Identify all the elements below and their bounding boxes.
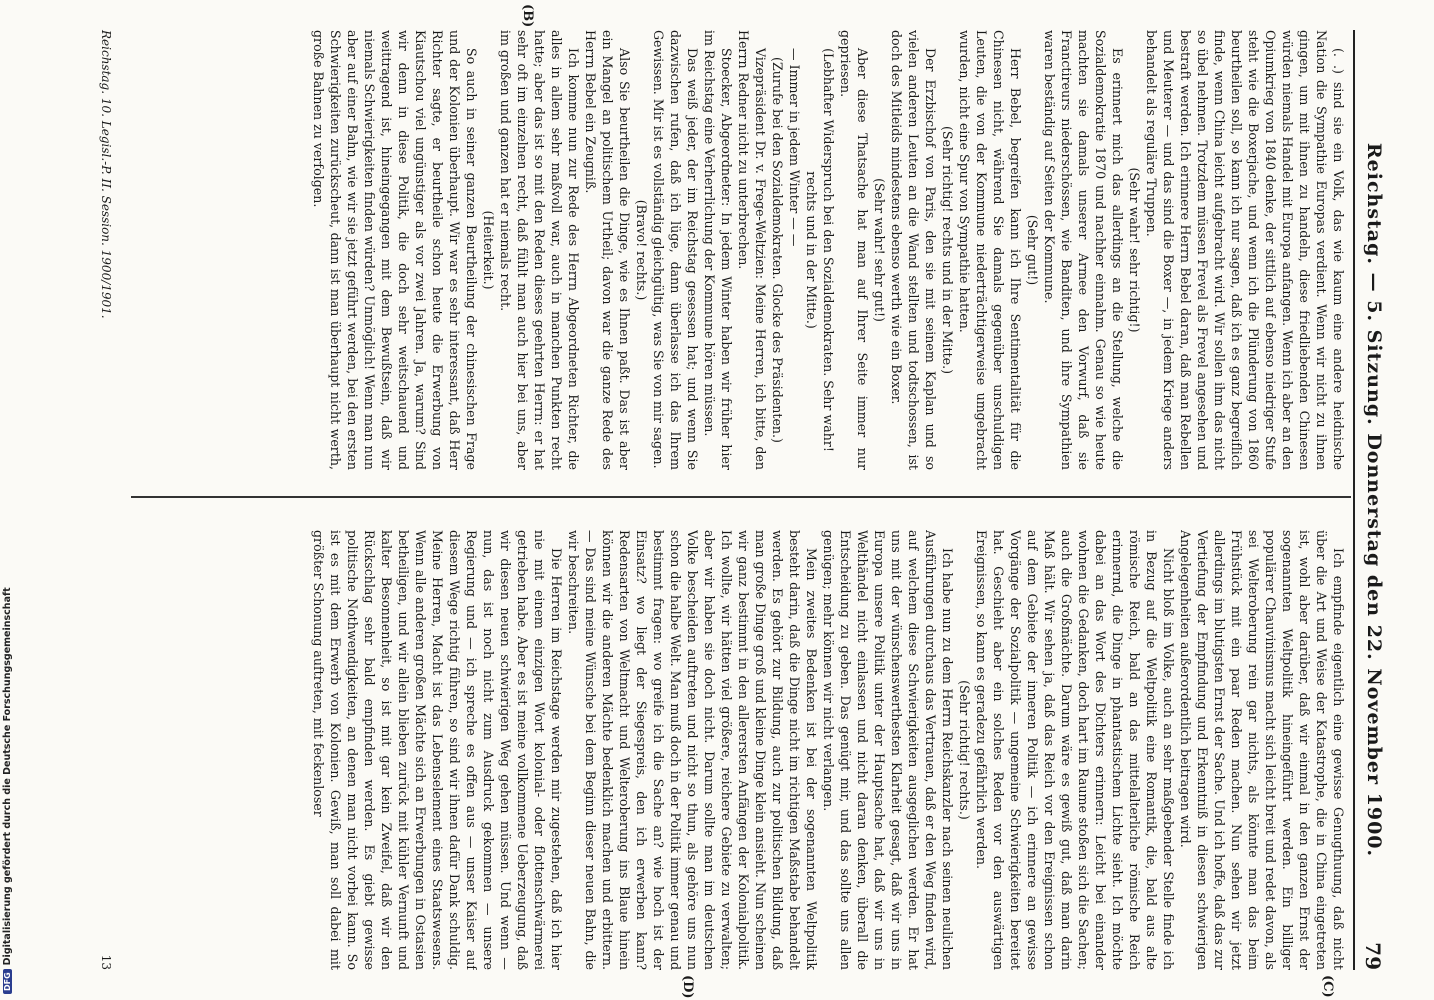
paragraph: Mein zweites Bedenken ist bei der sogenannten Weltpolitik besteht darin, daß die Dinge nicht im richtigen Maßstabe behandelt werden. Es gehört zur Bildung, auch zur politischen Bildung, daß man große Dinge groß und kleine Dinge klein ansieht. Nun scheinen wir ganz bestimmt in den allerersten Anfängen der Kolonialpolitik. Ich wollte, wir hätten viel größere, reichere Gebiete zu verwalten; aber wir haben sie doch nicht. Darum sollte man im deutschen Volke bescheiden auftreten und nicht so thun, als gehöre uns nun schon die halbe Welt. Man muß doch in der Politik immer genau und bestimmt fragen: wo greife ich die Sache an? wie hoch ist der Einsatz? wo liegt der Siegespreis, den ich erwerben kann? Redensarten von Weltmacht und Welteroberung ins Blaue hinein können wir die anderen Mächte bedenklich machen und erbittern. — Das sind meine Wünsche bei dem Beginn dieser neuen Bahn, die wir beschreiten. <box>566 530 819 970</box>
running-header <box>1353 30 1389 970</box>
interjection: (Sehr wahr! sehr richtig!) <box>1127 167 1142 333</box>
dfg-logo-icon: DFG <box>3 969 12 994</box>
paragraph: Aber diese Thatsache hat man auf Ihrer Seite immer nur gepriesen. <box>838 30 870 470</box>
speaker-paragraph: Vizepräsident Dr. v. Frege-Weltzien: Meine Herren, ich bitte, den Herrn Redner nicht zu unterbrechen. <box>736 30 768 470</box>
credit-text: Digitalisierung gefördert durch die Deutsche Forschungsgemeinschaft <box>2 587 13 966</box>
footer-source: Reichstag. 10. Legisl.-P. II. Session. 1900/1901. <box>99 30 113 319</box>
left-column <box>122 30 1347 470</box>
interjection: (Sehr richtig! rechts und in der Mitte.) <box>940 125 955 375</box>
paragraph: Die Herren im Reichstage werden mir zugestehen, daß ich hier nie mit einem einzigen Wort kolonial- oder flottenschwärmerei getrieben habe. Aber es ist meine vollkommene Ueberzeugung, daß wir diesen neuen schwierigen Weg gehen müssen. Und wenn — nun, das ist noch nicht zum Ausdruck gekommen — unsere Regierung und — ich spreche es offen aus — unser Kaiser auf diesem Wege richtig führen, so sind wir ihnen dafür Dank schuldig. Meine Herren, Macht ist das Lebenselement eines Staatswesens. Wenn alle anderen großen Mächte sich an Erwerbungen in Ostasien betheiligen, und wir allein blieben zurück mit kühler Vernunft und kalter Besonnenheit, so ist mit gar kein Zweifel, daß wir den Rückschlag sehr bald empfinden werden. Es giebt gewisse politische Nothwendigkeiten, an denen man nicht vorbei kann. So ist es mit dem Erwerb von Kolonien. Gewiß, man soll dabei mit größter Schonung auftreten, mit feckenloser <box>311 530 564 970</box>
margin-mark-c: (C) <box>1320 975 1335 998</box>
interjection: (Sehr gut!) <box>1025 214 1040 286</box>
footer-page-number: 13 <box>99 954 113 970</box>
paragraph: Das weiß jeder, der im Reichstag gesessen hat; und wenn Sie dazwischen rufen, daß ich lüge, dann überlasse ich das Ihrem Gewissen. Mir ist es vollständig gleichgültig, was Sie von mir sagen. <box>651 30 700 470</box>
credit-line <box>2 4 16 994</box>
right-column <box>122 530 1347 970</box>
paragraph: — Immer in jedem Winter — — <box>787 48 802 247</box>
paragraph: (. .) sind sie ein Volk, das wie kaum eine andere heidnische Nation die Sympathie Europas verdient. Wenn wir nicht zu ihnen gingen, um mit ihnen zu handeln, diese friedliebenden Chinesen würden niemals Handel mit Europa anfangen. Wenn ich aber an den Opiumkrieg von 1840 denke, der sittlich auf ebenso niedriger Stufe steht wie die Boxerjache, und wenn ich die Plünderung von 1860 beurtheilen soll, so kann ich nur sagen, daß ich es ganz begreiflich finde, wenn China leicht aufgebracht wird. Wir sollen ihm das nicht so übel nehmen. Trotzdem müssen Frevel als Frevel angesehen und bestraft werden. Ich erinnere Herrn Bebel daran, daß man Rebellen und Meuterer — und das sind die Boxer —, in jedem Kriege anders behandelt als reguläre Truppen. <box>1144 30 1346 470</box>
paragraph: Der Erzbischof von Paris, den sie mit seinem Kaplan und so vielen anderen Leuten an die Wand stellten und todtschossen, ist doch des Mitleids mindestens ebenso werth wie ein Boxer. <box>889 30 938 470</box>
paragraph: Ich komme nun zur Rede des Herrn Abgeordneten Richter, die alles in allem sehr maßvoll war, auch in manchen Punkten recht hatte; aber das ist so mit den Reden dieses geehrten Herrn: er hat sehr oft im einzelnen recht, daß fühlt man auch hier bei uns, aber im großen und ganzen hat er niemals recht. <box>498 30 581 470</box>
interjection: (Zurufe bei den Sozialdemokraten. Glocke des Präsidenten.) <box>770 57 785 443</box>
interjection: (Lebhafter Widerspruch bei den Sozialdemokraten. Sehr wahr! rechts und in der Mitte.) <box>804 48 836 452</box>
page-number: 79 <box>1361 942 1385 970</box>
column-divider <box>131 496 1351 498</box>
paragraph: Nicht bloß im Volke, auch an sehr maßgebender Stelle finde ich in Bezug auf die Weltpolitik eine Romantik, die, bald aus alte römische Reich, bald an das mittelalterliche römische Reich erinnernd, die Dinge in phantastischem Lichte sieht. Ich möchte dabei an das Wort des Dichters erinnern: Leicht bei einander wohnen die Gedanken, doch hart im Raume stoßen sich die Sachen; auch die Großmächte. Darum wäre es gewiß gut, daß man darin Maß hält. Wir sehen ja, daß das Reich vor den Ereignissen schon auf dem Gebiete der inneren Politik — ich erinnere an gewisse Vorgänge der Sozialpolitik — ungemeine Schwierigkeiten bereitet hat. Geschieht aber ein solches Reden vor den auswärtigen Ereignissen, so kann es geradezu gefährlich werden. <box>974 530 1176 970</box>
interjection: (Sehr wahr! sehr gut!) <box>872 178 887 322</box>
margin-mark-b: (B) <box>520 4 535 28</box>
interjection: (Heiterkeit.) <box>481 210 496 290</box>
digitization-credit-strip <box>0 0 18 1000</box>
paragraph: Herr Bebel, begreifen kann ich Ihre Sentimentalität für die Chinesen nicht, während Sie damals gegenüber unschuldigen Leuten, die von der Kommune niederträchtigerweise umgebracht wurden, nicht eine Spur von Sympathie hatten. <box>957 30 1023 470</box>
paragraph: Es erinnert mich das allerdings an die Stellung, welche die Sozialdemokratie 1870 und nachher einnahm. Genau so wie heute machten sie damals unserer Armee den Vorwurf, daß sie Franctireurs niederschössen, wie Banditen, und ihre Sympathien waren beständig auf Seiten der Kommune. <box>1042 30 1125 470</box>
paragraph: So auch in seiner ganzen Beurtheilung der chinesischen Frage und der Kolonien überhaupt. Wir war es sehr interessant, daß Herr Richter sagte, er beurtheile schon heute die Erwerbung von Kiautschou viel ungünstiger als vor zwei Jahren. Ja, warum? Sind wir denn in diese Politik, die doch sehr weitschauend und weittragend ist, hineingegangen mit dem Bewußtsein, daß wir niemals Schwierigkeiten finden würden? Unmöglich! Wenn man nun aber auf einer Bahn, wie wir sie jetzt geführt werden, bei den ersten Schwierigkeiten zurückscheut, dann ist man überhaupt nicht werth, große Bahnen zu verfolgen. <box>311 30 479 470</box>
speaker-paragraph: Stoecker, Abgeordneter: In jedem Winter haben wir früher hier im Reichstag eine Verherrlichung der Kommune hören müssen. <box>702 30 734 470</box>
paragraph: Ich habe nun zu dem Herrn Reichskanzler nach seinen neulichen Ausführungen durchaus das Vertrauen, daß er den Weg finden wird, auf welchem diese Schwierigkeiten ausgeglichen werden. Er hat uns mit der wünschenswerthesten Klarheit gesagt, daß wir uns in Europa unsere Politik unter der Hauptsache hat, daß wir uns in Welthändel nicht einlassen und nicht daran denken, überall die Entscheidung zu geben. Das genügt mir, und das sollte uns allen genügen; mehr können wir nicht verlangen. <box>821 530 955 970</box>
paragraph: Ich empfinde eigentlich eine gewisse Genugthuung, daß nicht über die Art und Weise der Katastrophe, die in China eingetreten ist, wohl aber darüber, daß wir einmal in den ganzen Ernst der sogenannten Weltpolitik hineingeführt werden. Ein billiger populärer Chauvinismus macht sich leicht breit und redet davon, als sei Welteroberung rein gar nichts, als könnte man das beim Frühstück mit ein paar Reden machen. Nun sehen wir jetzt allerdings im blutigsten Ernst der Sache. Und ich hoffe, daß das zur Vertiefung der Empfindung und Erkenntniß in diesen schwierigen Angelegenheiten außerordentlich beitragen wird. <box>1178 530 1346 970</box>
interjection: (Sehr richtig! rechts.) <box>957 680 972 820</box>
header-title: Reichstag. — 5. Sitzung. Donnerstag den 22. November 1900. <box>1363 142 1385 858</box>
interjection: (Bravo! rechts.) <box>634 199 649 301</box>
rotated-page-sheet <box>65 0 1395 1000</box>
margin-mark-d: (D) <box>680 975 695 999</box>
paragraph: Also Sie beurtheilen die Dinge, wie es Ihnen paßt. Das ist aber ein Mangel an politischem Urtheil; davon war die ganze Rede des Herrn Bebel ein Zeugniß. <box>583 30 632 470</box>
page-footer <box>99 30 113 970</box>
